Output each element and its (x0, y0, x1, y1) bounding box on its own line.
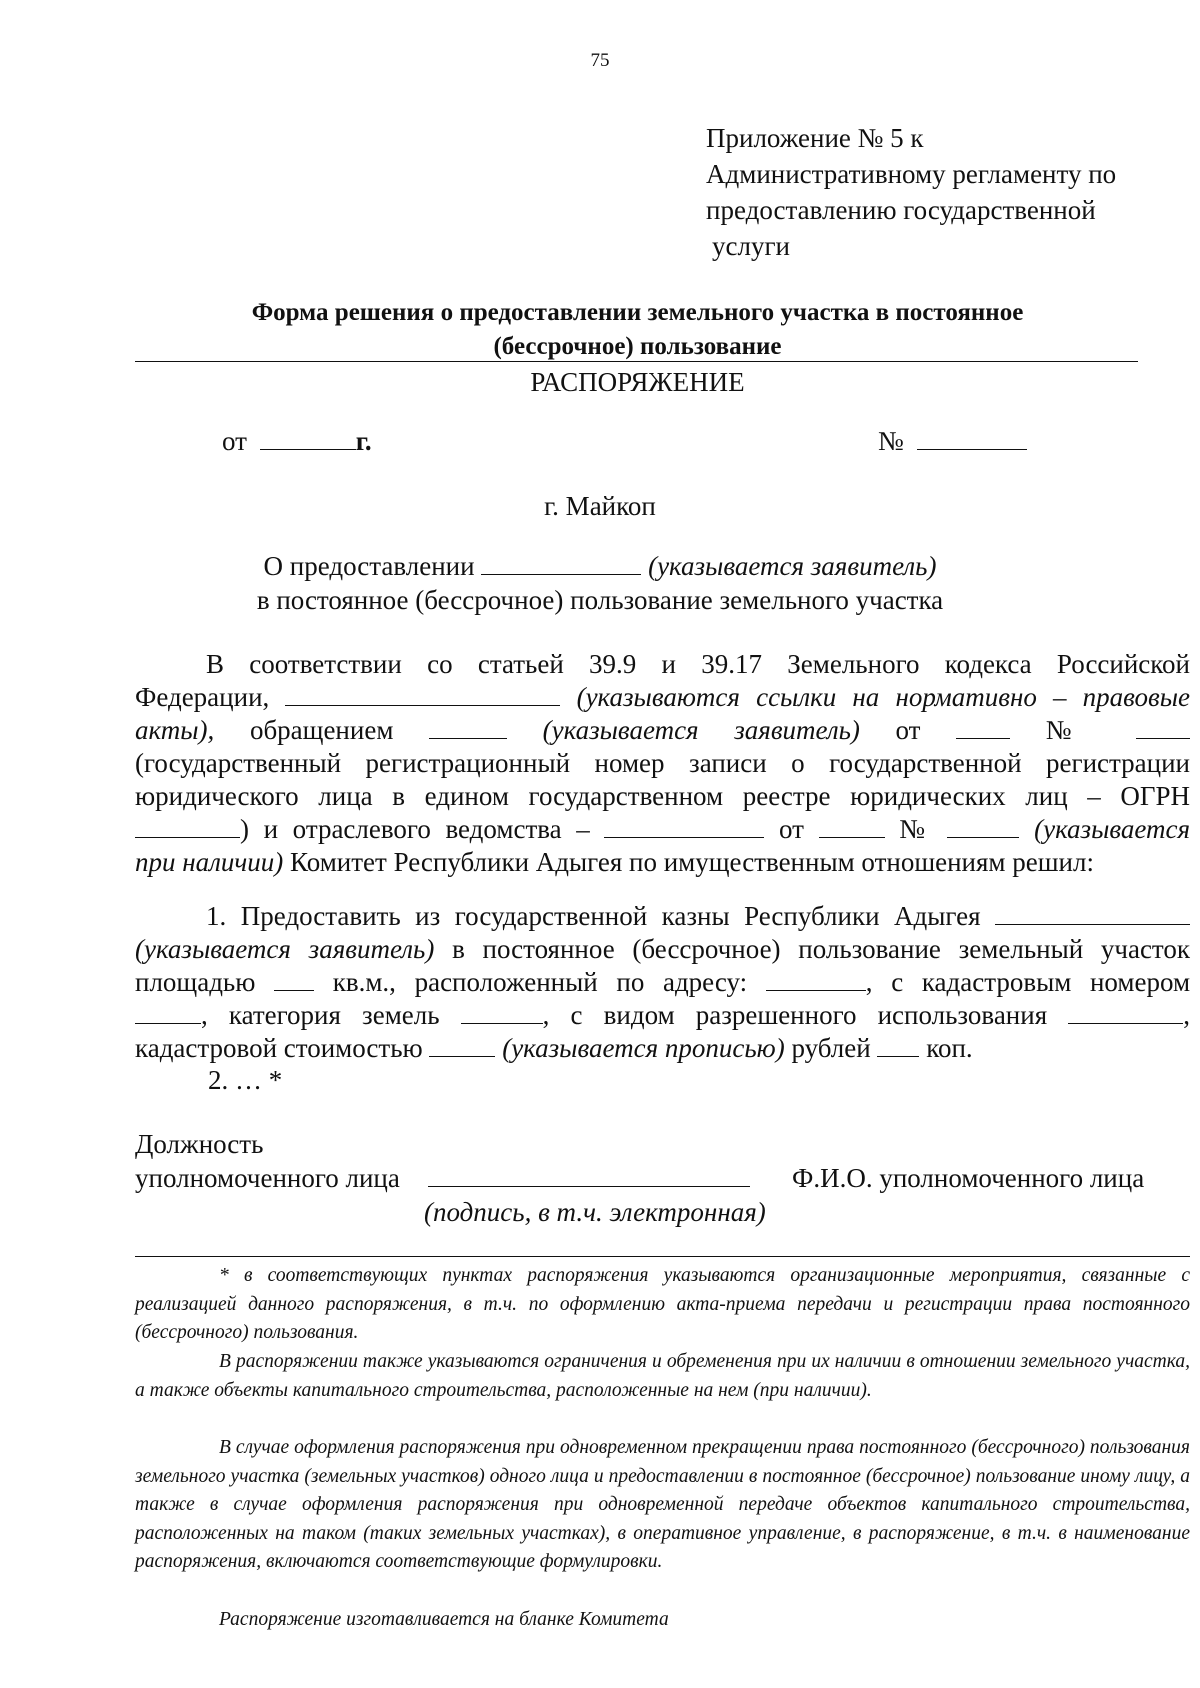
blank-field (604, 813, 764, 838)
signature-blank (428, 1186, 750, 1187)
signatory-name: Ф.И.О. уполномоченного лица (792, 1163, 1145, 1193)
date-from-label: от (222, 426, 247, 456)
number-label: № (878, 426, 904, 456)
body-text: ) и отраслевого ведомства – (240, 814, 590, 844)
item1-text: коп. (926, 1033, 973, 1063)
body-italic: (указываются ссылки на нормативно – правовые (576, 682, 1190, 712)
body-line: В соответствии со статьей 39.9 и 39.17 Земельного кодекса Российской (206, 649, 1190, 679)
signature-caption: (подпись, в т.ч. электронная) (424, 1197, 766, 1227)
blank-field (877, 1032, 919, 1057)
blank-field (429, 714, 507, 739)
item1-line (135, 1032, 973, 1064)
annex-header (706, 120, 1176, 264)
body-text: Федерации, (135, 682, 270, 712)
subject-line-1 (0, 550, 1200, 582)
blank-field (1068, 999, 1183, 1024)
subject-line-2: в постоянное (бессрочное) пользование земельного участка (256, 585, 944, 615)
blank-field (135, 813, 240, 838)
item1-line (206, 900, 1190, 932)
footnote (135, 1434, 1190, 1577)
item1-text: кадастровой стоимостью (135, 1033, 423, 1063)
blank-field (285, 681, 560, 706)
number-blank (917, 425, 1027, 450)
page-number: 75 (590, 50, 610, 71)
item1-text: с кадастровым номером (891, 967, 1191, 997)
annex-line: Приложение № 5 к (706, 123, 924, 153)
item1-italic: (указывается заявитель) (135, 934, 435, 964)
body-text: № (1045, 715, 1101, 745)
body-line (135, 714, 1190, 746)
item1-text: рублей (791, 1033, 871, 1063)
date-line (222, 425, 372, 457)
footnote-separator (135, 1256, 1190, 1257)
number-line (878, 425, 1027, 457)
blank-field (947, 813, 1019, 838)
item1-text: , категория земель (201, 1000, 440, 1030)
footnote (135, 1262, 1190, 1348)
footnote (135, 1606, 1190, 1635)
blank-field (135, 999, 201, 1024)
item1-line (135, 999, 1190, 1031)
footnote-text: * в соответствующих пунктах распоряжения указываются организационные мероприятия, связанные с реализацией данного распоряжения, в т.ч. по оформлению акта-приема передачи и регистрации права постоянного (бессрочного) пользования. (135, 1265, 1190, 1343)
body-line: (государственный регистрационный номер записи о государственной регистрации (135, 748, 1190, 778)
annex-line: Административному регламенту по (706, 159, 1117, 189)
subject-italic: (указывается заявитель) (648, 551, 937, 581)
item1-text: кв.м., расположенный по адресу: (332, 967, 748, 997)
item1-italic: (указывается прописью) (502, 1033, 785, 1063)
title-underline (135, 361, 1138, 362)
blank-field (429, 1032, 495, 1057)
footnote-text: В распоряжении также указываются ограничения и обременения при их наличии в отношении земельного участка, а также объекты капитального строительства, расположенные на нем (при наличии). (135, 1351, 1190, 1401)
item1-text: , с видом разрешенного использования (542, 1000, 1048, 1030)
body-line (135, 681, 1190, 713)
item1-text: площадью (135, 967, 256, 997)
blank-field (766, 966, 866, 991)
item1-line (135, 933, 1190, 965)
annex-line: предоставлению государственной (706, 195, 1096, 225)
blank-field (1136, 714, 1190, 739)
blank-field (995, 900, 1190, 925)
item1-text: , (865, 967, 873, 997)
order-heading: РАСПОРЯЖЕНИЕ (530, 367, 745, 397)
subject-blank (481, 550, 641, 575)
subject-prefix: О предоставлении (263, 551, 475, 581)
date-blank (260, 425, 356, 450)
position-label: Должность (135, 1129, 264, 1159)
item1-line (135, 966, 1190, 998)
position-label: уполномоченного лица (135, 1163, 400, 1193)
form-title (135, 296, 1140, 364)
body-italic: при наличии) (135, 847, 284, 877)
footnote-text: В случае оформления распоряжения при одновременном прекращении права постоянного (бессрочного) пользования земельного участка (земельных участков) одного лица и предоставлении в постоянное (бессрочное) пользование иному лицу, а также в случае оформления распоряжения при одновременной передаче объектов капитального строительства, расположенных на таком (таких земельных участках), в оперативное управление, в распоряжение, в т.ч. в наименование распоряжения, включаются соответствующие формулировки. (135, 1437, 1190, 1572)
blank-field (819, 813, 885, 838)
footnote-text: Распоряжение изготавливается на бланке Комитета (219, 1609, 669, 1630)
body-line (135, 846, 1190, 878)
item1-text: 1. Предоставить из государственной казны Республики Адыгея (206, 901, 981, 931)
body-text: обращением (249, 715, 394, 745)
year-label: г. (355, 426, 372, 456)
item1-text: , (1183, 1000, 1190, 1030)
body-italic: акты), (135, 715, 215, 745)
form-title-line: (бессрочное) пользование (493, 333, 782, 360)
body-text: № (899, 814, 933, 844)
annex-line: услуги (712, 231, 790, 261)
body-text: Комитет Республики Адыгея по имущественным отношениям решил: (290, 847, 1094, 877)
body-line: юридического лица в едином государственном реестре юридических лиц – ОГРН (135, 781, 1190, 811)
body-italic: (указывается заявитель) (542, 715, 860, 745)
blank-field (274, 966, 314, 991)
body-text: от (779, 814, 804, 844)
blank-field (461, 999, 543, 1024)
city: г. Майкоп (544, 491, 656, 521)
form-title-line: Форма решения о предоставлении земельного участка в постоянное (251, 299, 1024, 326)
body-line (135, 813, 1190, 845)
item2: 2. … * (208, 1065, 283, 1095)
body-italic: (указывается (1034, 814, 1191, 844)
blank-field (956, 714, 1010, 739)
item1-text: в постоянное (бессрочное) пользование земельный участок (452, 934, 1190, 964)
body-text: от (895, 715, 921, 745)
footnote (135, 1348, 1190, 1405)
